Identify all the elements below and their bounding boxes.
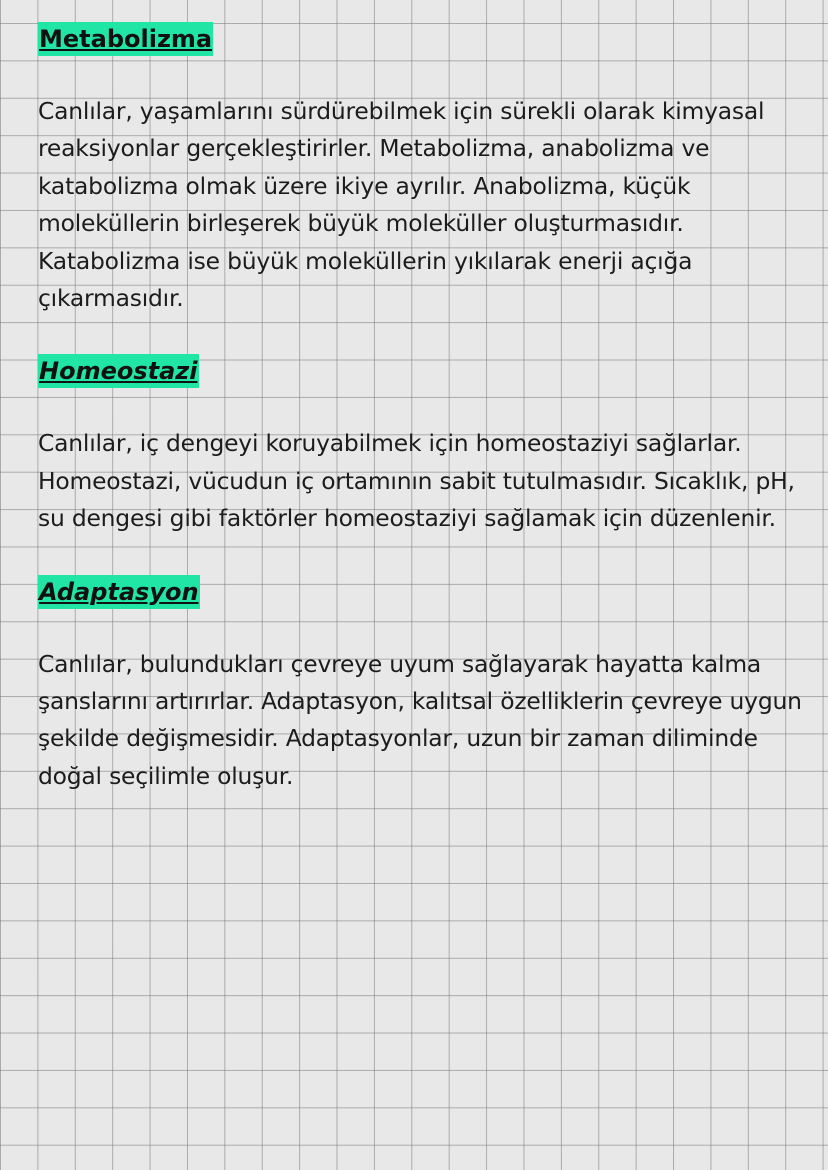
notes-page [38, 22, 818, 795]
heading-homeostazi: Homeostazi [38, 354, 199, 388]
heading-metabolizma: Metabolizma [38, 22, 213, 56]
section-metabolizma [38, 22, 818, 317]
paragraph-homeostazi: Canlılar, iç dengeyi koruyabilmek için homeostaziyi sağlarlar. Homeostazi, vücudun iç ortamının sabit tutulmasıdır. Sıcaklık, pH, su dengesi gibi faktörler homeostaziyi sağlamak için düzenlenir. [38, 429, 795, 533]
heading-adaptasyon: Adaptasyon [38, 575, 200, 609]
section-homeostazi [38, 354, 818, 537]
paragraph-metabolizma: Canlılar, yaşamlarını sürdürebilmek için sürekli olarak kimyasal reaksiyonlar gerçekleştirirler. Metabolizma, anabolizma ve katabolizma olmak üzere ikiye ayrılır. Anabolizma, küçük moleküllerin birleşerek büyük moleküller oluşturmasıdır. Katabolizma ise büyük moleküllerin yıkılarak enerji açığa çıkarmasıdır. [38, 97, 765, 313]
paragraph-adaptasyon: Canlılar, bulundukları çevreye uyum sağlayarak hayatta kalma şanslarını artırırlar. Adaptasyon, kalıtsal özelliklerin çevreye uygun şekilde değişmesidir. Adaptasyonlar, uzun bir zaman diliminde doğal seçilimle oluşur. [38, 649, 802, 790]
section-adaptasyon [38, 575, 818, 796]
